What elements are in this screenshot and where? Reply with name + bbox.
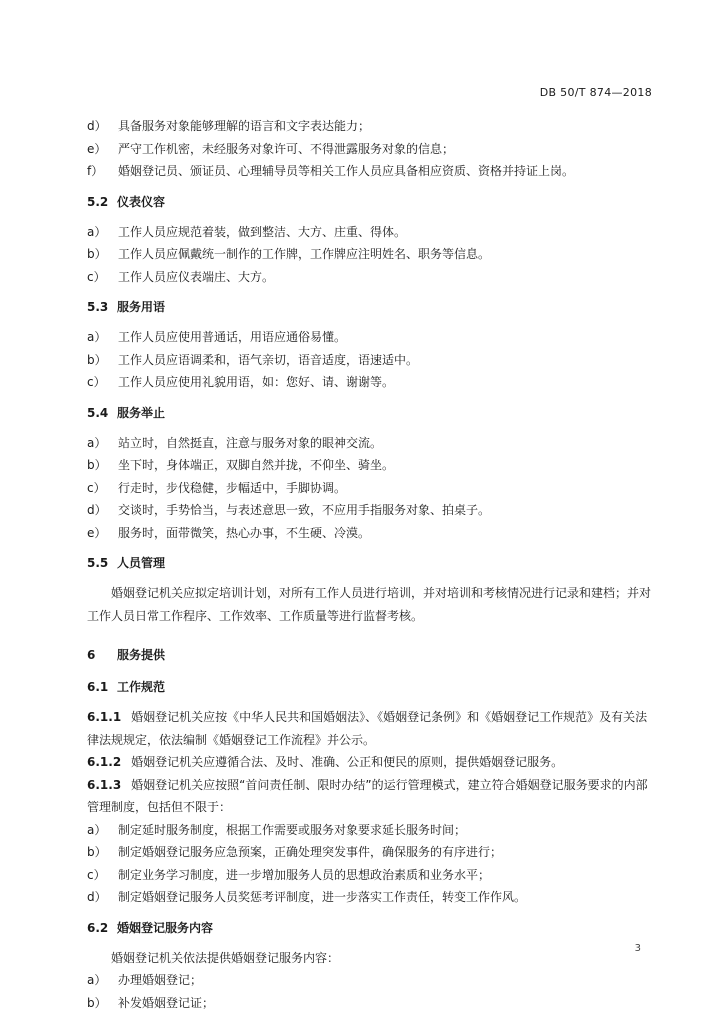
section-number: 6.2 (87, 920, 109, 935)
section-title: 工作规范 (117, 680, 166, 694)
section-title: 服务用语 (117, 300, 166, 314)
clause-number: 6.1.3 (87, 777, 122, 792)
document-code: DB 50/T 874—2018 (539, 86, 652, 99)
list-marker: a） (87, 224, 107, 239)
list-marker: d） (87, 890, 107, 904)
section-title: 人员管理 (117, 556, 166, 570)
list-item (87, 138, 657, 161)
list-text: 工作人员应使用普通话，用语应通俗易懂。 (118, 330, 347, 344)
section-heading-5-4 (87, 401, 657, 426)
section-heading-5-3 (87, 295, 657, 320)
list-marker: b） (87, 845, 107, 859)
section-number: 5.5 (87, 556, 109, 570)
list-marker: e） (87, 525, 107, 540)
chapter-title: 服务提供 (117, 648, 166, 662)
list-item (87, 886, 657, 909)
list-marker: c） (87, 375, 106, 389)
clause-number: 6.1.1 (87, 710, 122, 724)
list-marker: c） (87, 867, 106, 882)
list-marker: a） (87, 435, 107, 450)
list-item (87, 115, 657, 138)
list-text: 婚姻登记员、颁证员、心理辅导员等相关工作人员应具备相应资质、资格并持证上岗。 (118, 164, 575, 178)
list-text: 工作人员应佩戴统一制作的工作牌，工作牌应注明姓名、职务等信息。 (118, 247, 491, 261)
section-title: 服务举止 (117, 405, 166, 420)
list-marker: b） (87, 247, 107, 261)
list-text: 工作人员应使用礼貌用语，如：您好、请、谢谢等。 (118, 375, 395, 389)
clause-6-1-2 (87, 751, 657, 774)
chapter-number: 6 (87, 648, 96, 662)
list-marker: d） (87, 119, 107, 133)
list-text: 制定业务学习制度，进一步增加服务人员的思想政治素质和业务水平； (118, 867, 491, 882)
list-marker: d） (87, 503, 107, 517)
section-title: 婚姻登记服务内容 (117, 920, 214, 935)
list-text: 具备服务对象能够理解的语言和文字表达能力； (118, 119, 371, 133)
list-item (87, 160, 657, 183)
list-text: 工作人员应规范着装，做到整洁、大方、庄重、得体。 (118, 224, 407, 239)
list-item (87, 992, 657, 1015)
section-title: 仪表仪容 (117, 194, 166, 209)
list-marker: a） (87, 330, 107, 344)
list-marker: e） (87, 141, 107, 156)
list-marker: a） (87, 973, 107, 987)
list-text: 交谈时，手势恰当，与表述意思一致，不应用手指服务对象、拍桌子。 (118, 503, 491, 517)
list-item (87, 266, 657, 289)
clause-text: 婚姻登记机关应遵循合法、及时、准确、公正和便民的原则，提供婚姻登记服务。 (131, 755, 564, 769)
list-item (87, 969, 657, 992)
list-text: 工作人员应仪表端庄、大方。 (118, 269, 275, 284)
list-text: 办理婚姻登记； (118, 973, 203, 987)
list-item (87, 371, 657, 394)
list-text: 站立时，自然挺直，注意与服务对象的眼神交流。 (118, 435, 383, 450)
list-text: 制定延时服务制度，根据工作需要或服务对象要求延长服务时间； (118, 822, 467, 837)
list-marker: c） (87, 480, 106, 495)
list-text: 严守工作机密，未经服务对象许可、不得泄露服务对象的信息； (118, 141, 455, 156)
section-heading-5-2 (87, 190, 657, 215)
section-heading-6-2 (87, 916, 657, 941)
section-number: 5.2 (87, 194, 109, 209)
list-item (87, 221, 657, 244)
list-text: 工作人员应语调柔和，语气亲切，语音适度，语速适中。 (118, 352, 419, 367)
list-marker: a） (87, 822, 107, 837)
list-item (87, 326, 657, 349)
paragraph: 婚姻登记机关应拟定培训计划，对所有工作人员进行培训，并对培训和考核情况进行记录和建档；并对工作人员日常工作程序、工作效率、工作质量等进行监督考核。 (87, 586, 652, 623)
clause-number: 6.1.2 (87, 755, 122, 769)
list-marker: b） (87, 352, 107, 367)
section-number: 6.1 (87, 680, 109, 694)
clause-6-1-3 (87, 774, 657, 819)
clause-text: 婚姻登记机关应按照“首问责任制、限时办结”的运行管理模式，建立符合婚姻登记服务要求的内部管理制度，包括但不限于： (87, 777, 648, 814)
clause-text: 婚姻登记机关应按《中华人民共和国婚姻法》、《婚姻登记条例》和《婚姻登记工作规范》及有关法律法规规定，依法编制《婚姻登记工作流程》并公示。 (87, 710, 648, 747)
list-item (87, 432, 657, 455)
list-item (87, 819, 657, 842)
clause-6-1-1 (87, 706, 657, 751)
list-item (87, 841, 657, 864)
section-number: 5.4 (87, 405, 109, 420)
page-number: 3 (634, 943, 641, 954)
list-item (87, 522, 657, 545)
section-number: 5.3 (87, 300, 109, 314)
list-marker: f） (87, 164, 104, 178)
list-text: 补发婚姻登记证； (118, 995, 215, 1010)
paragraph: 婚姻登记机关依法提供婚姻登记服务内容： (111, 950, 340, 965)
list-item (87, 864, 657, 887)
list-item (87, 499, 657, 522)
list-marker: c） (87, 269, 106, 284)
list-text: 制定婚姻登记服务人员奖惩考评制度，进一步落实工作责任，转变工作作风。 (118, 890, 527, 904)
list-marker: b） (87, 458, 107, 472)
document-body (87, 115, 657, 1014)
section-heading-5-5 (87, 551, 657, 576)
list-item (87, 349, 657, 372)
list-item (87, 243, 657, 266)
chapter-heading-6 (87, 643, 657, 668)
list-item (87, 477, 657, 500)
list-text: 坐下时，身体端正，双脚自然并拢，不仰坐、骑坐。 (118, 458, 395, 472)
list-item (87, 454, 657, 477)
list-text: 服务时，面带微笑，热心办事，不生硬、冷漠。 (118, 525, 371, 540)
list-text: 行走时，步伐稳健，步幅适中，手脚协调。 (118, 480, 347, 495)
list-marker: b） (87, 995, 107, 1010)
list-text: 制定婚姻登记服务应急预案，正确处理突发事件，确保服务的有序进行； (118, 845, 503, 859)
section-heading-6-1 (87, 675, 657, 700)
